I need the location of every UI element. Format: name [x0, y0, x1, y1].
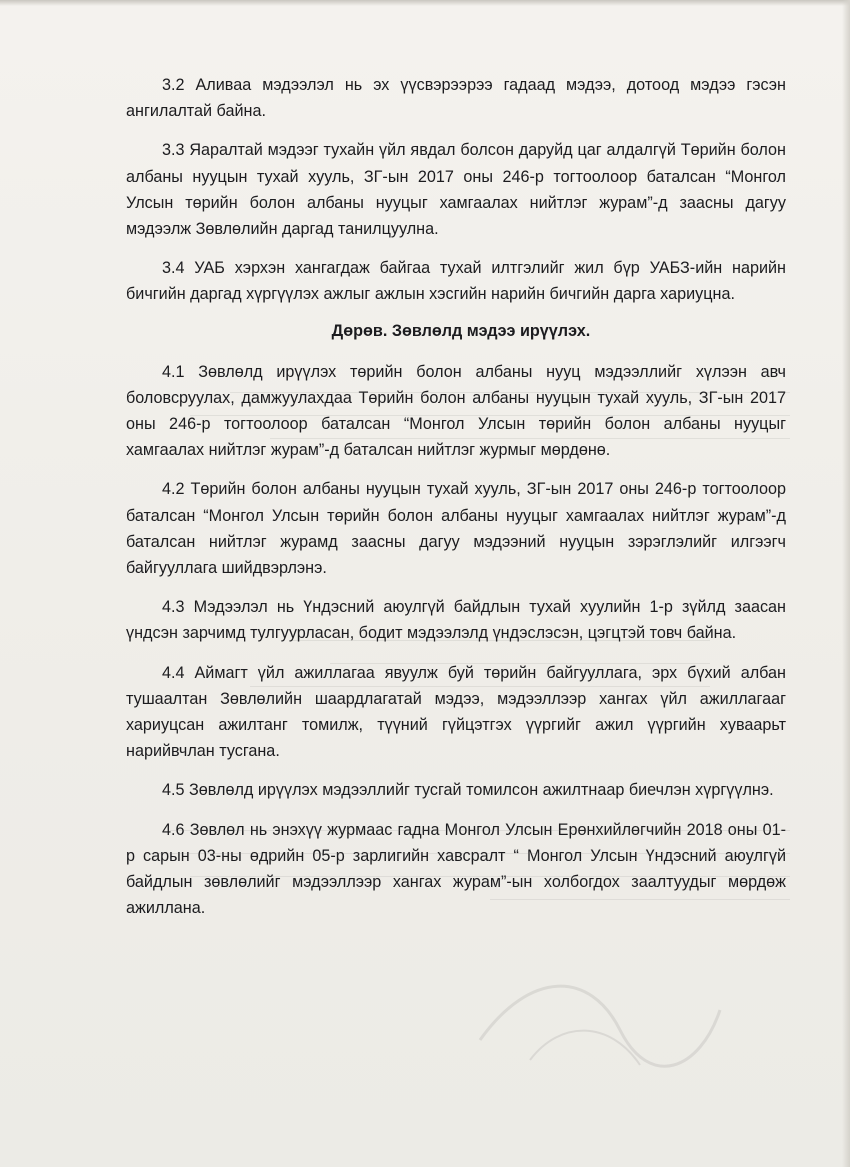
scan-edge-top — [0, 0, 850, 6]
paragraph-4-2: 4.2 Төрийн болон албаны нууцын тухай хууль, ЗГ-ын 2017 оны 246-р тогтоолоор баталсан “Монгол Улсын төрийн болон албаны нууцыг хамгаалах нийтлэг журам”-д баталсан нийтлэг журамд заасны дагуу мэдээний нууцын зэрэглэлийг илгээгч байгууллага шийдвэрлэнэ. — [126, 480, 786, 578]
scan-edge-right — [842, 0, 850, 1167]
show-through-decoration-3 — [150, 830, 790, 908]
paragraph-4-6: 4.6 Зөвлөл нь энэхүү журмаас гадна Монгол Улсын Ерөнхийлөгчийн 2018 оны 01-р сарын 03-ны өдрийн 05-р зарлигийн хавсралт “ Монгол Улсын Үндэсний аюулгүй байдлын зөвлөлийг мэдээллээр хангах журам”-ын холбогдох заалтуудыг мөрдөж ажиллана. — [126, 820, 786, 918]
show-through-signature-mark — [470, 950, 730, 1090]
paragraph-4-4: 4.4 Аймагт үйл ажиллагаа явуулж буй төрийн байгууллага, эрх бүхий албан тушаалтан Зөвлөлийн шаардлагатай мэдээ, мэдээллээр хангах үйл ажиллагааг хариуцсан ажилтанг томилж, түүний гүйцэтгэх үүргийг ажил үүргийн хуваарьт нарийвчлан тусгана. — [126, 663, 786, 761]
section-title: Дөрөв. Зөвлөлд мэдээ ирүүлэх. — [331, 321, 591, 340]
paragraph-3-4: 3.4 УАБ хэрхэн хангагдаж байгаа тухай илтгэлийг жил бүр УАБЗ-ийн нарийн бичгийн даргад хүргүүлэх ажлыг ажлын хэсгийн нарийн бичгийн дарга хариуцна. — [126, 259, 786, 304]
show-through-decoration — [150, 392, 790, 447]
paragraph-3-2: 3.2 Аливаа мэдээлэл нь эх үүсвэрээрээ гадаад мэдээ, дотоод мэдээ гэсэн ангилалтай байна. — [126, 76, 786, 121]
paragraph-4-1: 4.1 Зөвлөлд ирүүлэх төрийн болон албаны нууц мэдээллийг хүлээн авч боловсруулах, дамжуулахдаа Төрийн болон албаны нууцын тухай хууль, ЗГ-ын 2017 оны 246-р тогтоолоор баталсан “Монгол Улсын төрийн болон албаны нууцыг хамгаалах нийтлэг журам”-д баталсан нийтлэг журмыг мөрдөнө. — [126, 362, 786, 460]
paragraph-3-3: 3.3 Яаралтай мэдээг тухайн үйл явдал болсон даруйд цаг алдалгүй Төрийн болон албаны нууцын тухай хууль, ЗГ-ын 2017 оны 246-р тогтоолоор баталсан “Монгол Улсын төрийн болон албаны нууцыг хамгаалах нийтлэг журам”-д заасны дагуу мэдээлж Зөвлөлийн даргад танилцуулна. — [126, 141, 786, 239]
paragraph-4-5: 4.5 Зөвлөлд ирүүлэх мэдээллийг тусгай томилсон ажилтнаар биечлэн хүргүүлнэ. — [162, 781, 774, 800]
show-through-decoration-2 — [150, 640, 790, 709]
section-3-body — [126, 72, 786, 308]
paragraph-4-3: 4.3 Мэдээлэл нь Үндэсний аюулгүй байдлын тухай хуулийн 1-р зүйлд заасан үндсэн зарчимд тулгуурласан, бодит мэдээлэлд үндэслэсэн, цэгцтэй товч байна. — [126, 598, 786, 643]
